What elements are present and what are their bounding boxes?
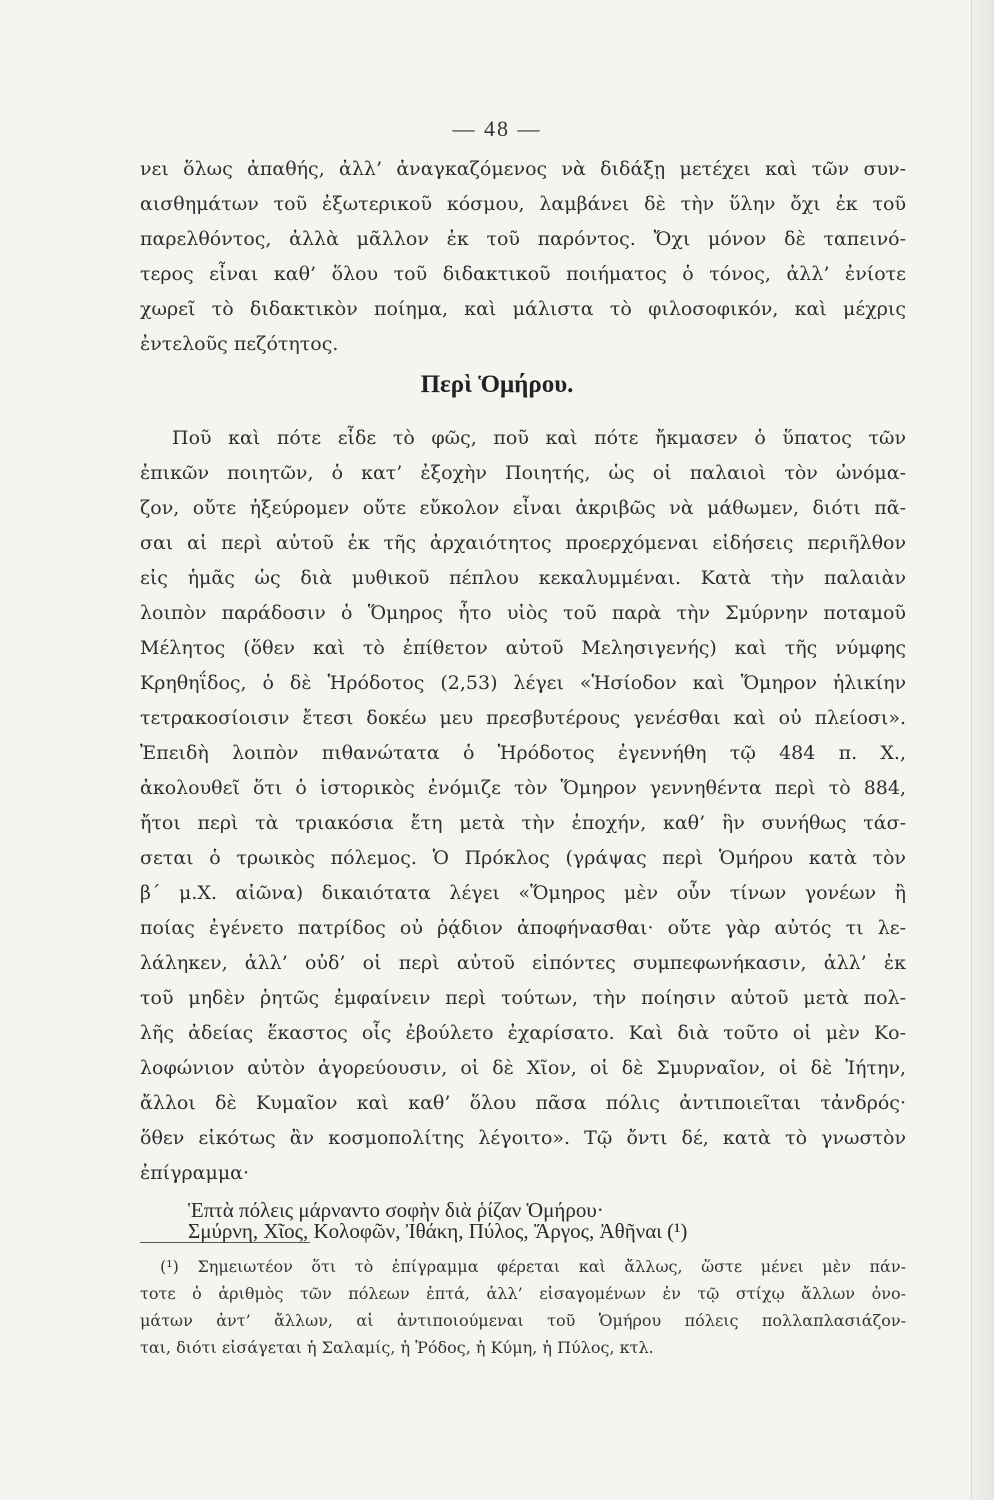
text-line: Μέλητος (ὅθεν καὶ τὸ ἐπίθετον αὐτοῦ Μελησιγενής) καὶ τῆς νύμφης [140, 637, 906, 659]
text-line: ἐπικῶν ποιητῶν, ὁ κατ’ ἐξοχὴν Ποιητής, ὡς οἱ παλαιοὶ τὸν ὠνόμα- [140, 462, 906, 484]
footnote-line: ται, διότι εἰσάγεται ἡ Σαλαμίς, ἡ Ῥόδος, ἡ Κύμη, ἡ Πύλος, κτλ. [140, 1338, 654, 1357]
text-line: Ποῦ καὶ πότε εἶδε τὸ φῶς, ποῦ καὶ πότε ἤκμασεν ὁ ὕπατος τῶν [172, 427, 906, 449]
text-line: σαι αἱ περὶ αὐτοῦ ἐκ τῆς ἀρχαιότητος προερχόμεναι εἰδήσεις περιῆλθον [140, 532, 906, 554]
text-line: χωρεῖ τὸ διδακτικὸν ποίημα, καὶ μάλιστα τὸ φιλοσοφικόν, καὶ μέχρις [140, 298, 906, 320]
footnote-line: τοτε ὁ ἀριθμὸς τῶν πόλεων ἑπτά, ἀλλ’ εἰσαγομένων ἐν τῷ στίχῳ ἄλλων ὀνο- [140, 1284, 906, 1303]
epigram-line: Ἑπτὰ πόλεις μάρναντο σοφὴν διὰ ῥίζαν Ὁμήρου· [188, 1198, 604, 1222]
text-line: λῆς ἀδείας ἕκαστος οἷς ἐβούλετο ἐχαρίσατο. Καὶ διὰ τοῦτο οἱ μὲν Κο- [140, 1022, 906, 1044]
footnote-rule [140, 1242, 310, 1243]
text-line: ἄλλοι δὲ Κυμαῖον καὶ καθ’ ὅλου πᾶσα πόλις ἀντιποιεῖται τἀνδρός· [140, 1092, 906, 1114]
text-line: ποίας ἐγένετο πατρίδος οὐ ῥᾴδιον ἀποφήνασθαι· οὔτε γὰρ αὐτός τι λε- [140, 917, 906, 939]
text-line: β΄ μ.Χ. αἰῶνα) δικαιότατα λέγει «Ὅμηρος μὲν οὖν τίνων γονέων ἢ [140, 882, 906, 904]
page-number: — 48 — [452, 116, 542, 141]
section-heading: Περὶ Ὁμήρου. [420, 371, 574, 398]
text-line: τετρακοσίοισιν ἔτεσι δοκέω μευ πρεσβυτέρους γενέσθαι καὶ οὐ πλείοσι». [140, 707, 906, 729]
text-line: Κρηθηΐδος, ὁ δὲ Ἡρόδοτος (2,53) λέγει «Ἡσίοδον καὶ Ὅμηρον ἡλικίην [140, 672, 906, 694]
epigram-line: Σμύρνη, Χῖος, Κολοφῶν, Ἰθάκη, Πύλος, Ἄργος, Ἀθῆναι (¹) [188, 1219, 688, 1243]
text-line: ἀκολουθεῖ ὅτι ὁ ἱστορικὸς ἐνόμιζε τὸν Ὅμηρον γεννηθέντα περὶ τὸ 884, [140, 777, 906, 799]
text-line: ζον, οὔτε ἠξεύρομεν οὔτε εὔκολον εἶναι ἀκριβῶς νὰ μάθωμεν, διότι πᾶ- [140, 497, 906, 519]
text-line: ἤτοι περὶ τὰ τριακόσια ἔτη μετὰ τὴν ἐποχήν, καθ’ ἣν συνήθως τάσ- [140, 812, 906, 834]
text-line: λάληκεν, ἀλλ’ οὐδ’ οἱ περὶ αὐτοῦ εἰπόντες συμπεφωνήκασιν, ἀλλ’ ἐκ [140, 952, 906, 974]
text-line: λοφώνιον αὐτὸν ἀγορεύουσιν, οἱ δὲ Χῖον, οἱ δὲ Σμυρναῖον, οἱ δὲ Ἰήτην, [140, 1057, 906, 1079]
text-line: νει ὅλως ἀπαθής, ἀλλ’ ἀναγκαζόμενος νὰ διδάξῃ μετέχει καὶ τῶν συν- [140, 158, 906, 180]
text-line: παρελθόντος, ἀλλὰ μᾶλλον ἐκ τοῦ παρόντος. Ὄχι μόνον δὲ ταπεινό- [140, 228, 906, 250]
text-line: λοιπὸν παράδοσιν ὁ Ὅμηρος ἦτο υἱὸς τοῦ παρὰ τὴν Σμύρνην ποταμοῦ [140, 602, 906, 624]
text-line: σεται ὁ τρωικὸς πόλεμος. Ὁ Πρόκλος (γράψας περὶ Ὁμήρου κατὰ τὸν [140, 847, 906, 869]
text-line: εἰς ἡμᾶς ὡς διὰ μυθικοῦ πέπλου κεκαλυμμέναι. Κατὰ τὴν παλαιὰν [140, 567, 906, 589]
text-line: ὅθεν εἰκότως ἂν κοσμοπολίτης λέγοιτο». Τῷ ὄντι δέ, κατὰ τὸ γνωστὸν [140, 1127, 906, 1149]
page-edge [971, 0, 994, 1500]
text-line: ἐπίγραμμα· [140, 1162, 250, 1184]
text-line: αισθημάτων τοῦ ἐξωτερικοῦ κόσμου, λαμβάνει δὲ τὴν ὕλην ὄχι ἐκ τοῦ [140, 193, 906, 215]
text-line: ἐντελοῦς πεζότητος. [140, 333, 339, 355]
footnote-line: μάτων ἀντ’ ἄλλων, αἱ ἀντιποιούμεναι τοῦ Ὁμήρου πόλεις πολλαπλασιάζον- [140, 1311, 906, 1330]
text-line: Ἐπειδὴ λοιπὸν πιθανώτατα ὁ Ἡρόδοτος ἐγεννήθη τῷ 484 π. Χ., [140, 742, 906, 764]
text-line: τερος εἶναι καθ’ ὅλου τοῦ διδακτικοῦ ποιήματος ὁ τόνος, ἀλλ’ ἐνίοτε [140, 263, 906, 285]
footnote-line: (¹) Σημειωτέον ὅτι τὸ ἐπίγραμμα φέρεται καὶ ἄλλως, ὥστε μένει μὲν πάν- [160, 1257, 906, 1276]
text-line: τοῦ μηδὲν ῥητῶς ἐμφαίνειν περὶ τούτων, τὴν ποίησιν αὐτοῦ μετὰ πολ- [140, 987, 906, 1009]
